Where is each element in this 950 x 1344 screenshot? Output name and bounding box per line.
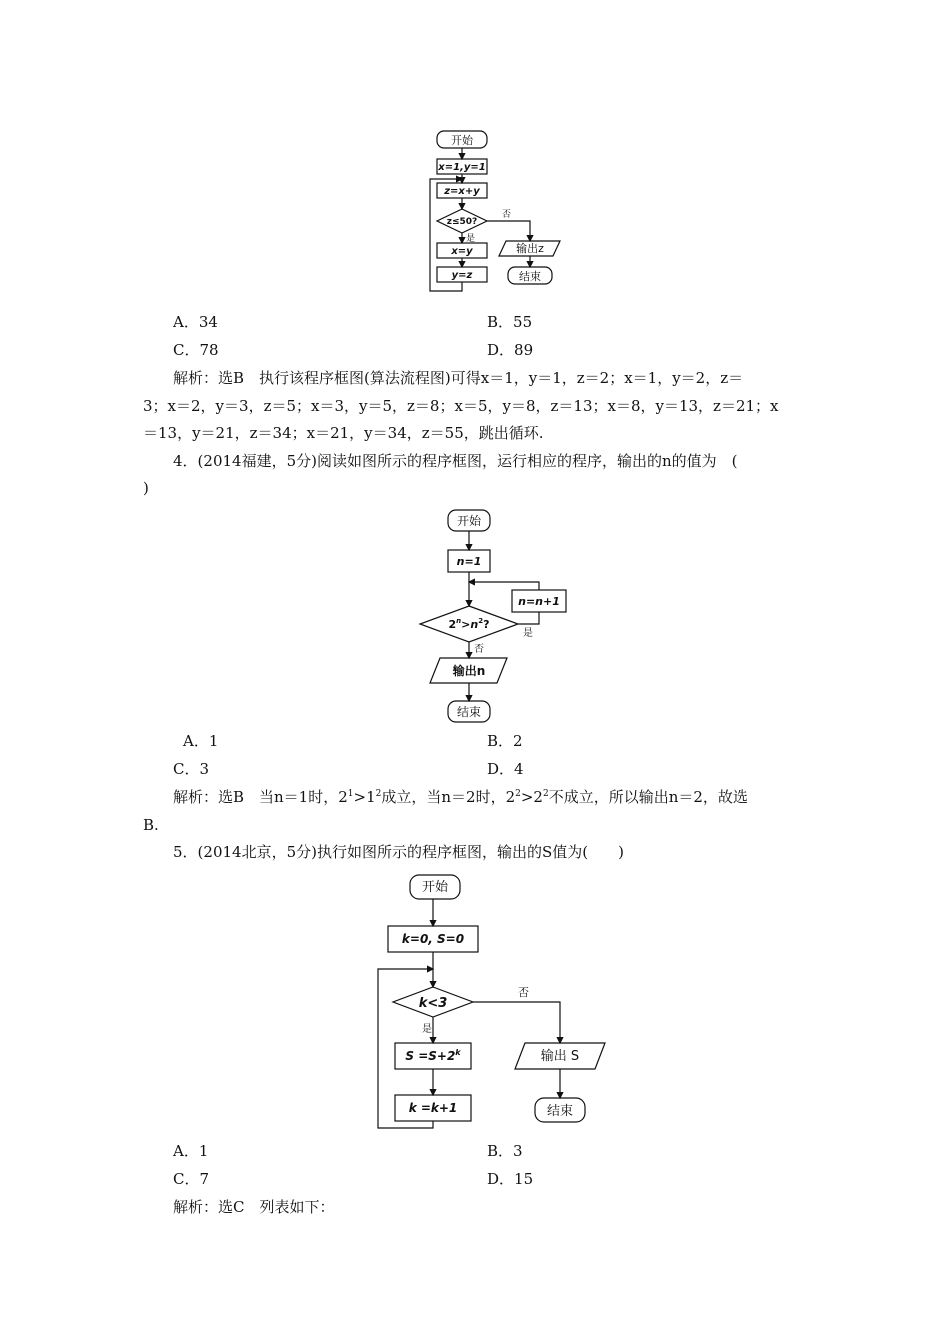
q3-explanation-line2: 3；x＝2，y＝3，z＝5；x＝3，y＝5，z＝8；x＝5，y＝8，z＝13；x＝8，y＝13，z＝21；x (143, 397, 779, 415)
flow2-cond-op: >n (461, 618, 479, 631)
flow1-output-label: 输出z (516, 242, 544, 255)
q4-exp-p5: 成立，当n＝2时，2 (381, 788, 516, 806)
q4-option-c: C．3 (173, 760, 210, 778)
q4-exp-p6: 2 (515, 789, 521, 799)
q4-stem-line2: ) (143, 479, 149, 497)
flow2-cond-label (449, 617, 490, 631)
flow2-cond-q: ? (483, 618, 490, 631)
flow2-init-label: n=1 (456, 555, 482, 568)
flow3-no-label: 否 (518, 986, 529, 999)
flowchart-2 (415, 505, 575, 725)
flow2-inc-label: n=n+1 (518, 595, 560, 608)
flow1-end-label: 结束 (519, 270, 541, 283)
q4-exp-p8: 2 (542, 789, 549, 799)
q5-option-c: C．7 (173, 1170, 210, 1188)
q4-exp-p7: >2 (520, 788, 543, 806)
q4-exp-p4: 2 (375, 789, 382, 799)
flow2-yes-label: 是 (523, 628, 533, 639)
q4-exp-p1: 解析：选B 当n＝1时，2 (173, 788, 348, 806)
flow1-assign-y-label: y=z (451, 270, 473, 281)
q4-explanation-line1 (173, 787, 748, 807)
flow3-end-label: 结束 (546, 1104, 574, 1119)
flow3-update-k-label: k =k+1 (408, 1101, 458, 1115)
flow3-cond-label: k<3 (418, 996, 448, 1011)
q4-explanation-line2: B. (143, 816, 159, 834)
q3-explanation-line1: 解析：选B 执行该程序框图(算法流程图)可得x＝1，y＝1，z＝2；x＝1，y＝2，z＝ (173, 369, 744, 387)
flow1-calc-label: z=x+y (444, 186, 480, 197)
q5-option-d: D．15 (487, 1170, 534, 1188)
flow1-yes-label: 是 (466, 234, 476, 244)
q3-option-b: B．55 (487, 313, 533, 331)
q3-option-d: D．89 (487, 341, 534, 359)
flow3-yes-label: 是 (422, 1024, 432, 1035)
q3-option-c: C．78 (173, 341, 219, 359)
flow3-update-s-base: S =S+2 (405, 1049, 456, 1063)
flow2-cond-exp: n (456, 617, 462, 625)
flow2-cond-sq: 2 (478, 617, 484, 625)
q5-option-b: B．3 (487, 1142, 523, 1160)
q5-stem: 5．(2014北京，5分)执行如图所示的程序框图，输出的S值为( ) (173, 843, 624, 861)
flow3-output-label: 输出 S (540, 1049, 580, 1064)
q4-exp-p2: 1 (347, 789, 354, 799)
flow1-assign-x-label: x=y (451, 246, 473, 257)
flow1-init-label: x=1,y=1 (438, 162, 486, 173)
flow3-update-s-label (405, 1048, 461, 1063)
flow2-no-label: 否 (474, 644, 484, 655)
flow2-start-label: 开始 (456, 514, 482, 528)
q4-option-d: D．4 (487, 760, 524, 778)
flow3-init-label: k=0, S=0 (401, 932, 465, 946)
flow1-no-label: 否 (502, 210, 512, 220)
flow1-start-label: 开始 (451, 134, 473, 147)
q3-option-a: A．34 (173, 313, 218, 331)
flow2-end-label: 结束 (456, 705, 482, 719)
flow3-update-s-exp: k (455, 1048, 461, 1057)
flow2-output-label: 输出n (452, 664, 486, 678)
q4-stem-line1: 4．(2014福建，5分)阅读如图所示的程序框图，运行相应的程序，输出的n的值为 ( (173, 452, 738, 470)
q4-option-a: A．1 (183, 732, 219, 750)
q4-exp-p9: 不成立，所以输出n＝2，故选 (548, 788, 748, 806)
q5-option-a: A．1 (173, 1142, 209, 1160)
flow3-start-label: 开始 (421, 880, 449, 895)
q3-explanation-line3: ＝13，y＝21，z＝34；x＝21，y＝34，z＝55，跳出循环. (143, 424, 544, 442)
q4-exp-p3: >1 (353, 788, 376, 806)
flowchart-3 (370, 870, 620, 1135)
q5-explanation: 解析：选C 列表如下： (173, 1198, 335, 1216)
q4-option-b: B．2 (487, 732, 523, 750)
flow2-cond-base: 2 (448, 618, 457, 631)
flow1-cond-label: z≤50? (446, 217, 478, 227)
flowchart-1 (420, 125, 570, 295)
